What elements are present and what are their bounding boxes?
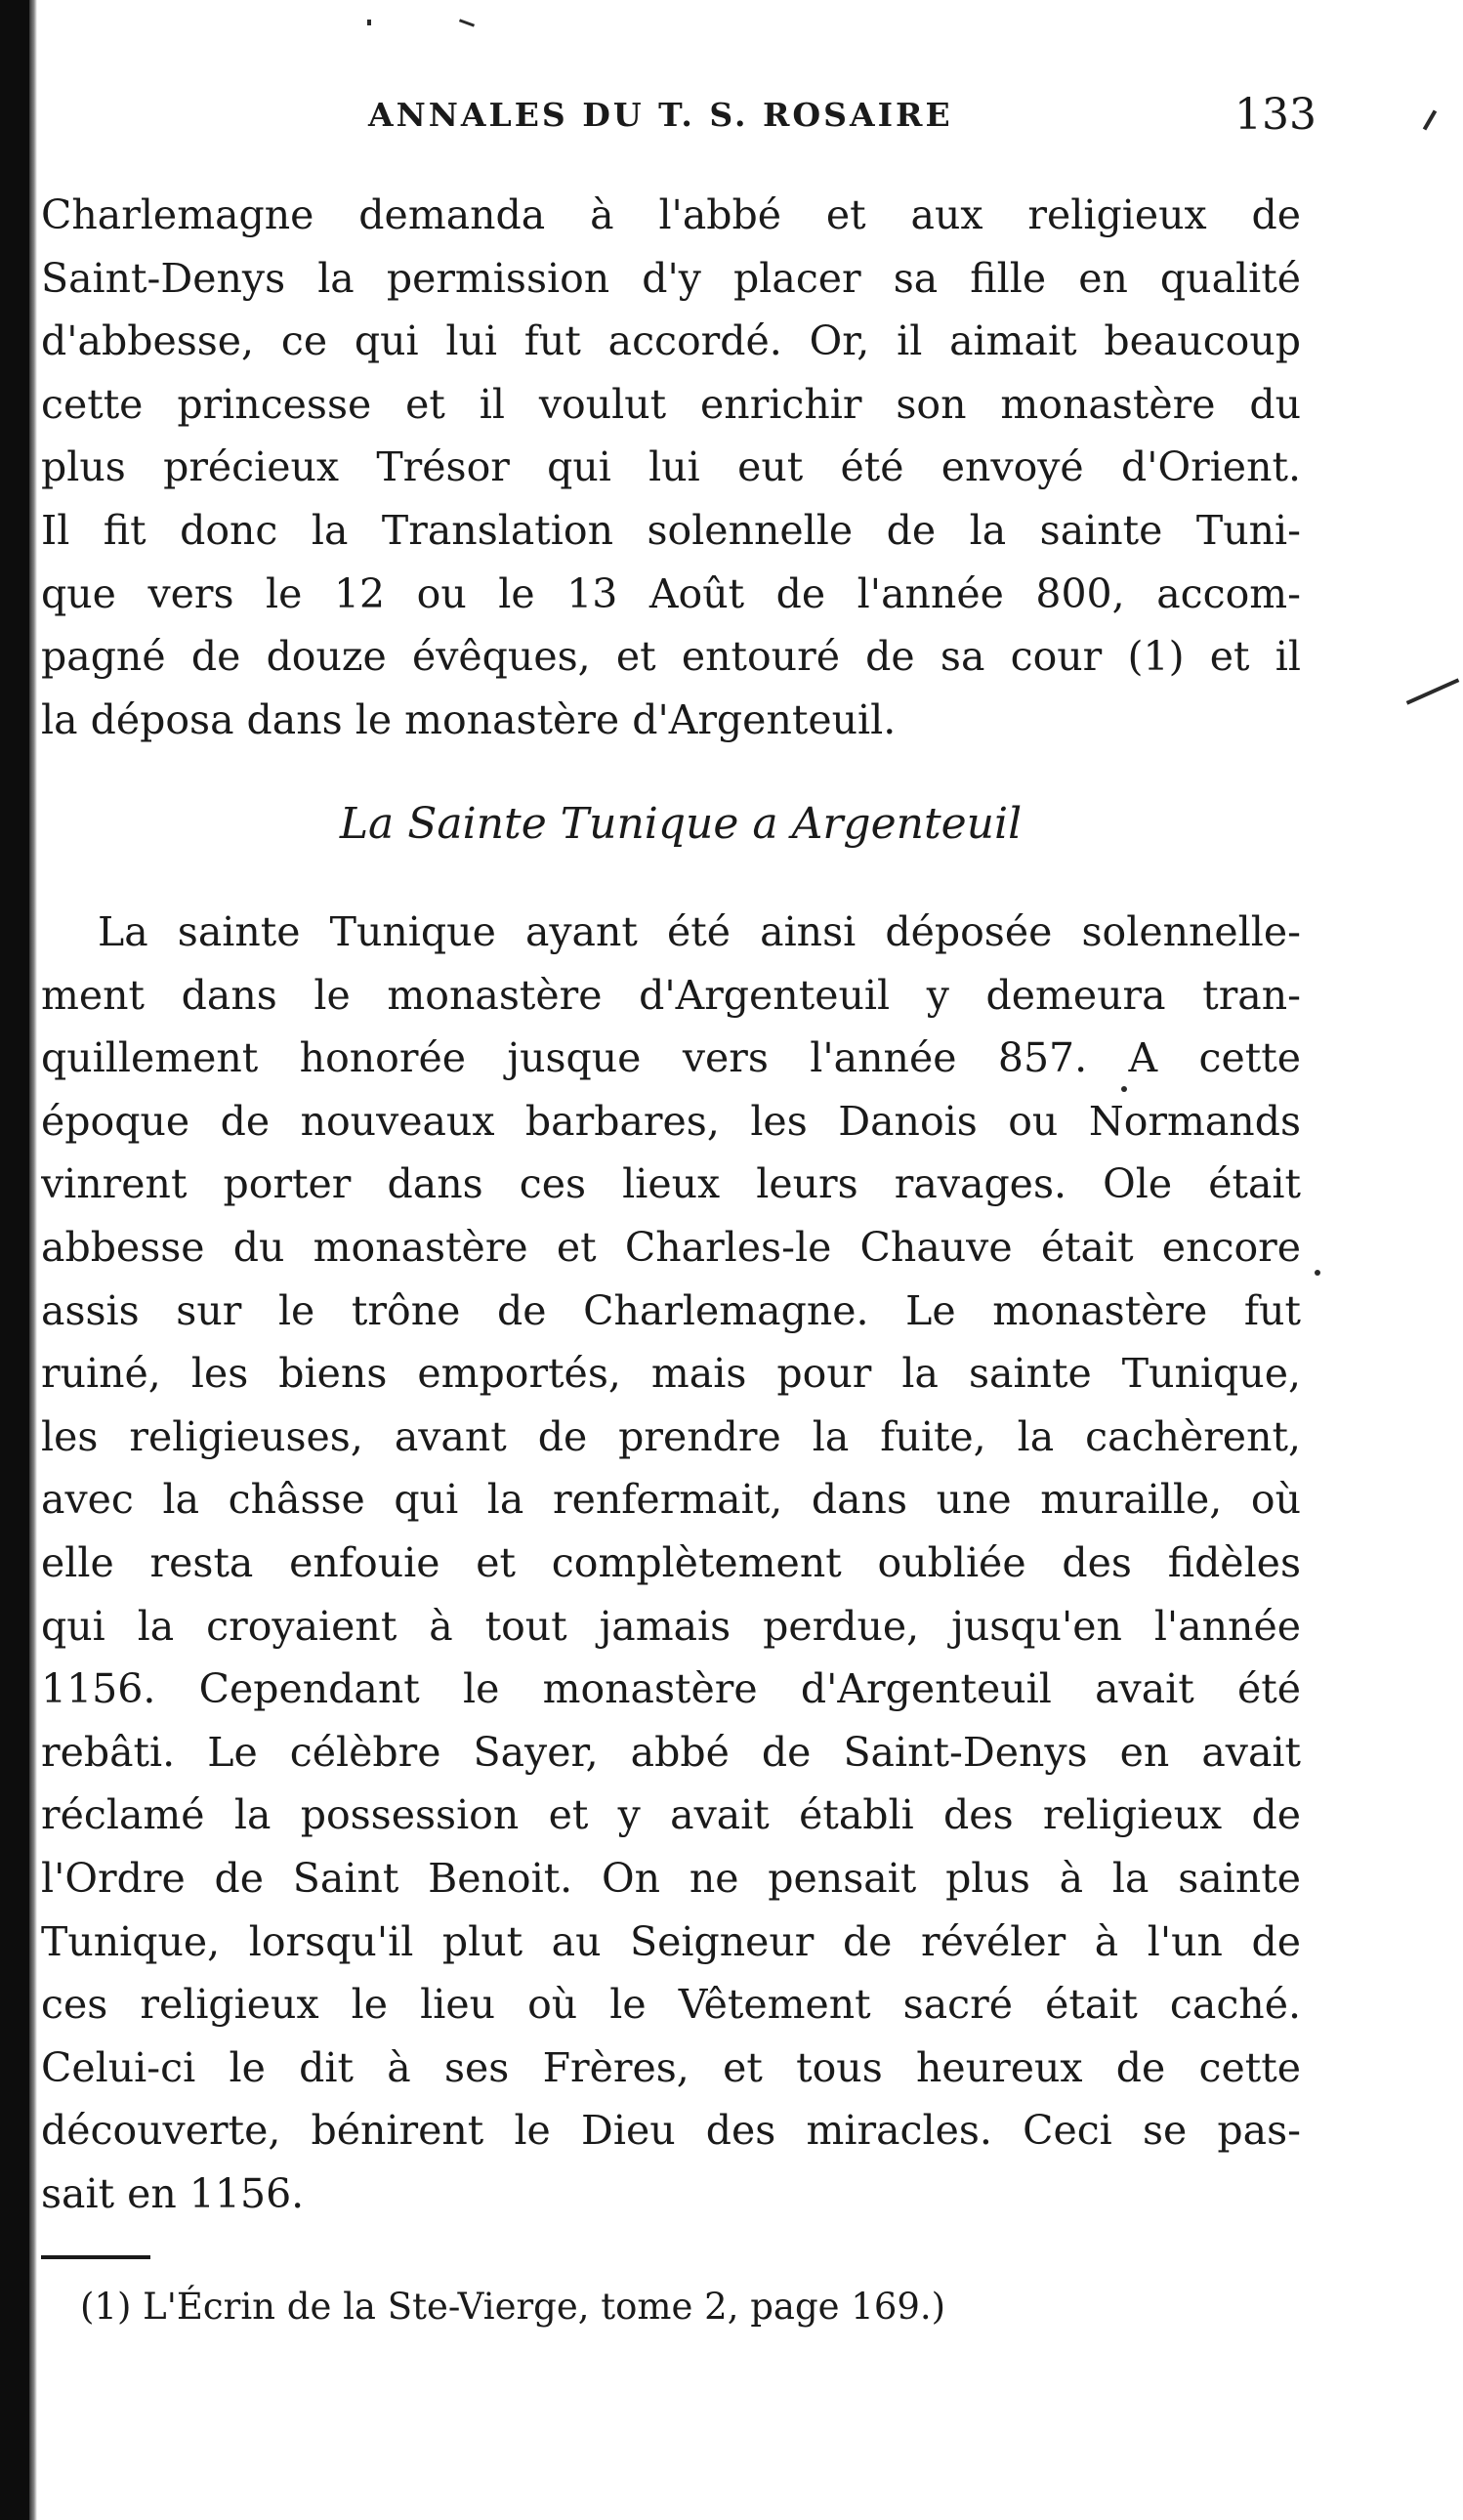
stray-mark bbox=[459, 19, 475, 26]
text-line: ruiné, les biens emportés, mais pour la sainte Tunique, bbox=[41, 1350, 1301, 1398]
paragraph-1 bbox=[41, 184, 1301, 751]
text-line: Charlemagne demanda à l'abbé et aux religieux de bbox=[41, 191, 1301, 238]
text-line: assis sur le trône de Charlemagne. Le monastère fut bbox=[41, 1286, 1301, 1334]
text-line: pagné de douze évêques, et entouré de sa cour (1) et il bbox=[41, 633, 1301, 681]
text-line: découverte, bénirent le Dieu des miracles. Ceci se pas- bbox=[41, 2107, 1301, 2155]
stray-mark bbox=[367, 20, 371, 25]
text-line: Il fit donc la Translation solennelle de la sainte Tuni- bbox=[41, 506, 1301, 554]
footnote: (1) L'Écrin de la Ste-Vierge, tome 2, page 169.) bbox=[80, 2286, 946, 2328]
text-line: ment dans le monastère d'Argenteuil y demeura tran- bbox=[41, 971, 1301, 1019]
stray-mark bbox=[1315, 1270, 1320, 1276]
text-line: avec la châsse qui la renfermait, dans une muraille, où bbox=[41, 1476, 1301, 1524]
text-line: la déposa dans le monastère d'Argenteuil. bbox=[41, 695, 897, 743]
text-line: qui la croyaient à tout jamais perdue, jusqu'en l'année bbox=[41, 1602, 1301, 1650]
stray-mark bbox=[1423, 109, 1437, 130]
text-line: ces religieux le lieu où le Vêtement sacré était caché. bbox=[41, 1981, 1301, 2029]
text-line: les religieuses, avant de prendre la fuite, la cachèrent, bbox=[41, 1412, 1301, 1460]
binding-edge bbox=[0, 0, 29, 2520]
text-line: sait en 1156. bbox=[41, 2169, 305, 2217]
text-line: réclamé la possession et y avait établi des religieux de bbox=[41, 1791, 1301, 1839]
page-number: 133 bbox=[1234, 90, 1317, 140]
text-line: 1156. Cependant le monastère d'Argenteuil avait été bbox=[41, 1665, 1301, 1713]
text-line: l'Ordre de Saint Benoit. On ne pensait plus à la sainte bbox=[41, 1854, 1301, 1902]
section-heading: La Sainte Tunique a Argenteuil bbox=[339, 799, 1023, 849]
stray-mark bbox=[1406, 678, 1460, 704]
text-line: Celui-ci le dit à ses Frères, et tous heureux de cette bbox=[41, 2043, 1301, 2091]
text-line: La sainte Tunique ayant été ainsi déposée solennelle- bbox=[98, 908, 1301, 955]
text-line: époque de nouveaux barbares, les Danois ou Normands bbox=[41, 1097, 1301, 1145]
binding-shadow bbox=[29, 0, 37, 2520]
text-line: que vers le 12 ou le 13 Août de l'année 800, accom- bbox=[41, 569, 1301, 617]
text-line: elle resta enfouie et complètement oubliée des fidèles bbox=[41, 1538, 1301, 1586]
text-line: Tunique, lorsqu'il plut au Seigneur de révéler à l'un de bbox=[41, 1917, 1301, 1965]
text-line: d'abbesse, ce qui lui fut accordé. Or, il aimait beaucoup bbox=[41, 317, 1301, 365]
page-header bbox=[41, 90, 1340, 148]
text-line: vinrent porter dans ces lieux leurs ravages. Ole était bbox=[41, 1160, 1301, 1208]
paragraph-2 bbox=[41, 901, 1301, 2225]
text-line: rebâti. Le célèbre Sayer, abbé de Saint-Denys en avait bbox=[41, 1728, 1301, 1776]
text-line: plus précieux Trésor qui lui eut été envoyé d'Orient. bbox=[41, 443, 1301, 491]
text-line: Saint-Denys la permission d'y placer sa fille en qualité bbox=[41, 254, 1301, 302]
text-line: cette princesse et il voulut enrichir son monastère du bbox=[41, 380, 1301, 428]
text-line: quillement honorée jusque vers l'année 857. A cette bbox=[41, 1034, 1301, 1082]
running-title: ANNALES DU T. S. ROSAIRE bbox=[368, 96, 953, 134]
footnote-divider bbox=[41, 2255, 150, 2259]
text-line: abbesse du monastère et Charles-le Chauve était encore bbox=[41, 1223, 1301, 1271]
